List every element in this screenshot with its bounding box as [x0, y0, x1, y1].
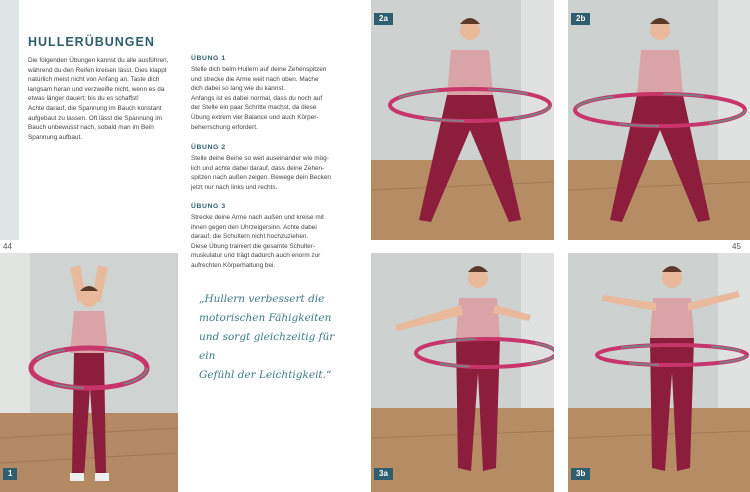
page-number-right: 45: [732, 242, 741, 251]
quote-line: Gefühl der Leichtigkeit.“: [199, 369, 332, 381]
text-line: Die folgenden Übungen kannst du alle ausführen,: [28, 57, 169, 64]
text-line: natürlich meist nicht von Anfang an. Taste dich: [28, 76, 160, 84]
text-line: ihnen gegen den Uhrzeigersinn. Achte dabei: [191, 223, 317, 231]
text-line: und strecke die Arme weit nach oben. Mache: [191, 75, 319, 83]
photo-exercise-1-illustration: [0, 253, 178, 492]
photo-exercise-3b-illustration: [568, 253, 750, 492]
text-line: der Stelle ein paar Schritte machst, da diese: [191, 104, 317, 112]
text-line: Spannung aufbaut.: [28, 133, 83, 141]
exercise-2-text: [191, 154, 349, 192]
photo-exercise-3b: [568, 253, 750, 492]
text-line: jetzt nur nach links und rechts.: [191, 183, 278, 191]
photo-label-3b: 3b: [571, 468, 590, 480]
text-line: während du den Reifen kreisen lässt. Dies klappt: [28, 66, 167, 74]
text-line: langsam heran und verzweifle nicht, wenn es da: [28, 85, 165, 93]
photo-label-3a: 3a: [374, 468, 393, 480]
text-line: aufgebaut zu lassen. Oft lässt die Spannung im: [28, 114, 162, 122]
quote-line: und sorgt gleichzeitig für ein: [199, 331, 335, 362]
exercise-3-text: [191, 213, 349, 271]
text-line: Achte darauf, die Spannung im Bauch konstant: [28, 104, 162, 112]
text-line: beherrschung erfordert.: [191, 123, 258, 131]
text-line: etwas länger dauert; bis du es schaffst!: [28, 95, 139, 103]
text-line: Diese Übung trainiert die gesamte Schulter-: [191, 242, 315, 250]
text-line: Stelle deine Beine so weit auseinander wie mög-: [191, 155, 329, 162]
exercise-3-title: ÜBUNG 3: [191, 203, 226, 210]
text-line: aufrechten Körperhaltung bei.: [191, 261, 276, 269]
photo-exercise-3a: [371, 253, 554, 492]
photo-exercise-2b: [568, 0, 750, 240]
photo-exercise-2a: [371, 0, 554, 240]
intro-text: [28, 56, 186, 142]
text-line: dich dabei so lang wie du kannst.: [191, 85, 286, 93]
exercise-1-title: ÜBUNG 1: [191, 55, 226, 62]
photo-exercise-1: [0, 253, 178, 492]
page-color-band: [0, 0, 19, 240]
text-line: lich und achte dabei darauf, dass deine Zehen-: [191, 164, 325, 172]
text-line: spitzen nach außen zeigen. Bewege dein Becken: [191, 174, 331, 182]
quote-line: motorischen Fähigkeiten: [199, 312, 332, 324]
exercise-2-title: ÜBUNG 2: [191, 144, 226, 151]
page-number-left: 44: [3, 242, 12, 251]
quote-line: „Hullern verbessert die: [199, 293, 325, 305]
pull-quote: [199, 290, 349, 385]
text-line: Übung extrem viel Balance und auch Körper-: [191, 113, 319, 121]
photo-exercise-2a-illustration: [371, 0, 554, 240]
text-line: darauf, die Schultern nicht hochzuziehen.: [191, 233, 309, 241]
page-heading: HULLERÜBUNGEN: [28, 35, 155, 49]
text-line: Strecke deine Arme nach außen und kreise mit: [191, 214, 324, 221]
photo-exercise-2b-illustration: [568, 0, 750, 240]
text-line: Anfangs ist es dabei normal, dass du noch auf: [191, 94, 323, 102]
photo-exercise-3a-illustration: [371, 253, 554, 492]
photo-label-2b: 2b: [571, 13, 590, 25]
photo-label-1: 1: [3, 468, 17, 480]
text-line: muskulatur und trägt dadurch auch enorm zur: [191, 252, 321, 260]
text-line: Bauch unbewusst nach, sobald man im Bein: [28, 124, 154, 132]
photo-label-2a: 2a: [374, 13, 393, 25]
text-line: Stelle dich beim Hullern auf deine Zehenspitzen: [191, 66, 327, 73]
exercise-1-text: [191, 65, 349, 132]
